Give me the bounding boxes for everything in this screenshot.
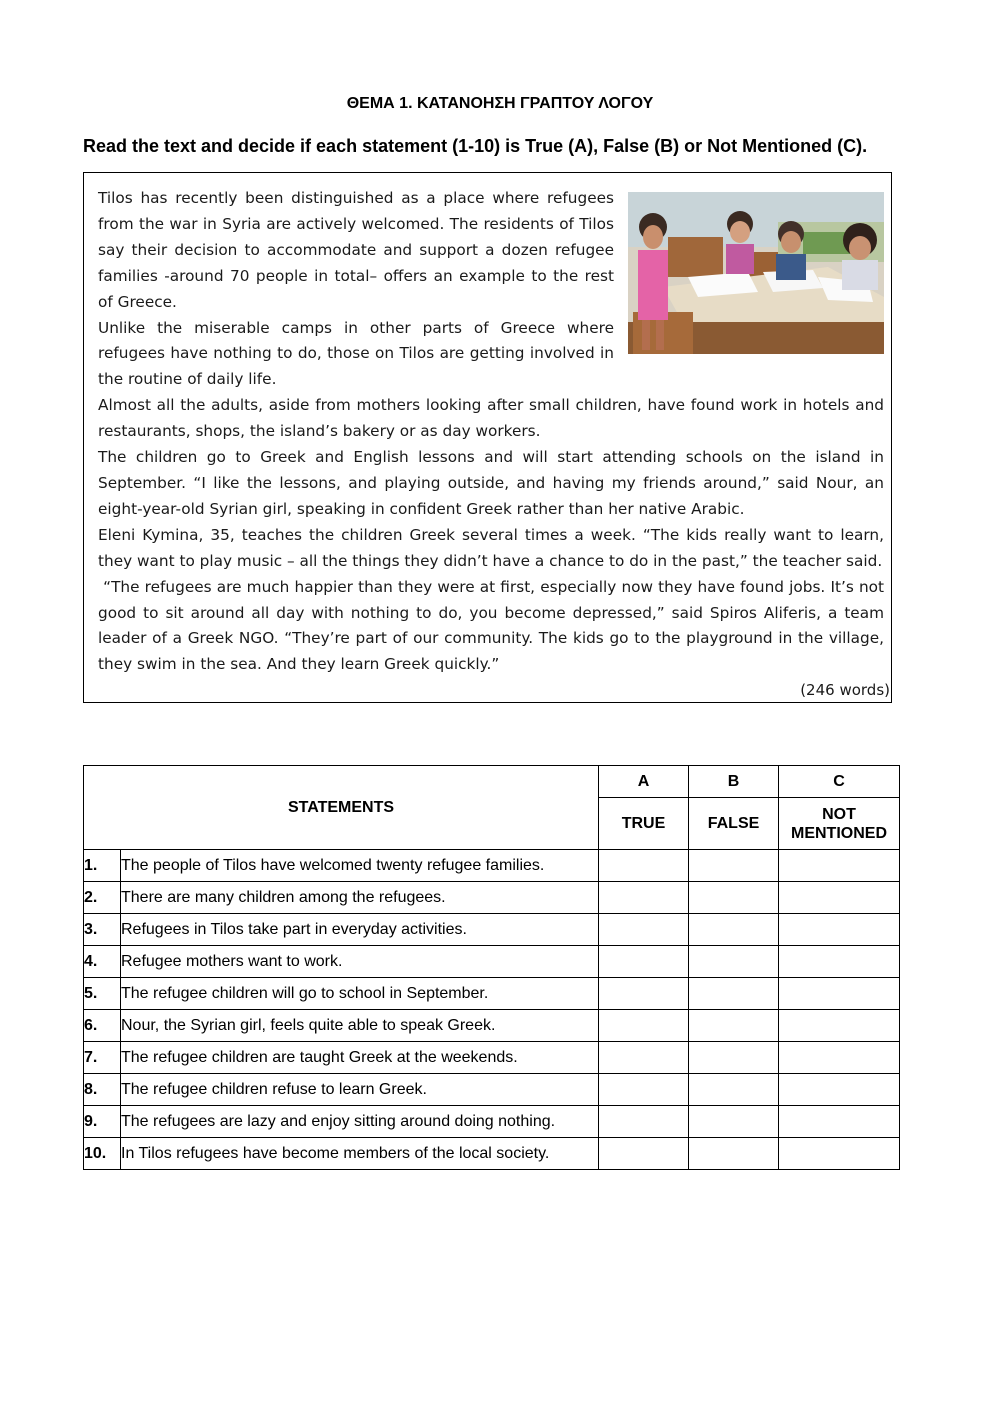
answer-cell-a[interactable] xyxy=(599,1106,689,1138)
table-row xyxy=(84,946,900,978)
answer-cell-a[interactable] xyxy=(599,1138,689,1170)
table-row xyxy=(84,1074,900,1106)
answer-cell-b[interactable] xyxy=(689,850,779,882)
passage-paragraph: Tilos has recently been distinguished as a place where refugees from the war in Syria are actively welcomed. The residents of Tilos say their decision to accommodate and support a dozen refugee families -around 70 people in total– offers an example to the rest of Greece. xyxy=(98,189,614,311)
statement-text: The people of Tilos have welcomed twenty refugee families. xyxy=(121,850,599,882)
passage-paragraph: Eleni Kymina, 35, teaches the children Greek several times a week. “The kids really want to learn, they want to play music – all the things they didn’t have a chance to do in the past,” the teacher said. xyxy=(98,525,884,570)
statement-number: 1. xyxy=(84,850,121,882)
answer-cell-a[interactable] xyxy=(599,978,689,1010)
answer-cell-c[interactable] xyxy=(779,1106,900,1138)
table-row xyxy=(84,882,900,914)
column-letter-a: A xyxy=(599,766,689,798)
table-row xyxy=(84,1010,900,1042)
answer-cell-b[interactable] xyxy=(689,978,779,1010)
statement-text: The refugee children are taught Greek at the weekends. xyxy=(121,1042,599,1074)
column-label-not-mentioned: NOT MENTIONED xyxy=(779,798,900,850)
table-row xyxy=(84,1138,900,1170)
statement-number: 4. xyxy=(84,946,121,978)
instructions: Read the text and decide if each statement (1-10) is True (A), False (B) or Not Mentioned (C). xyxy=(83,136,868,156)
answer-cell-c[interactable] xyxy=(779,1010,900,1042)
passage-text xyxy=(98,186,889,678)
column-label-false: FALSE xyxy=(689,798,779,850)
statement-text: Refugees in Tilos take part in everyday activities. xyxy=(121,914,599,946)
statement-text: The refugee children refuse to learn Greek. xyxy=(121,1074,599,1106)
answer-cell-a[interactable] xyxy=(599,1074,689,1106)
answer-cell-c[interactable] xyxy=(779,1074,900,1106)
statement-text: There are many children among the refugees. xyxy=(121,882,599,914)
classroom-photo xyxy=(628,192,884,354)
answer-cell-c[interactable] xyxy=(779,1042,900,1074)
answer-cell-a[interactable] xyxy=(599,850,689,882)
answer-cell-c[interactable] xyxy=(779,978,900,1010)
answer-cell-b[interactable] xyxy=(689,1138,779,1170)
answer-cell-b[interactable] xyxy=(689,946,779,978)
passage-paragraph: Almost all the adults, aside from mothers looking after small children, have found work in hotels and restaurants, shops, the island’s bakery or as day workers. xyxy=(98,396,884,441)
answer-cell-b[interactable] xyxy=(689,1074,779,1106)
answer-cell-c[interactable] xyxy=(779,850,900,882)
statement-text: Refugee mothers want to work. xyxy=(121,946,599,978)
answer-cell-b[interactable] xyxy=(689,914,779,946)
answer-cell-a[interactable] xyxy=(599,914,689,946)
statement-number: 3. xyxy=(84,914,121,946)
statement-text: The refugee children will go to school in September. xyxy=(121,978,599,1010)
table-row xyxy=(84,914,900,946)
statements-header: STATEMENTS xyxy=(84,766,599,850)
answer-cell-a[interactable] xyxy=(599,1010,689,1042)
statements-table xyxy=(83,765,900,1170)
statement-number: 8. xyxy=(84,1074,121,1106)
column-label-true: TRUE xyxy=(599,798,689,850)
statement-number: 5. xyxy=(84,978,121,1010)
answer-cell-b[interactable] xyxy=(689,882,779,914)
table-row xyxy=(84,978,900,1010)
statement-number: 2. xyxy=(84,882,121,914)
word-count: (246 words) xyxy=(800,681,890,699)
statement-number: 6. xyxy=(84,1010,121,1042)
column-letter-b: B xyxy=(689,766,779,798)
statement-number: 7. xyxy=(84,1042,121,1074)
answer-cell-a[interactable] xyxy=(599,946,689,978)
passage-paragraph: The children go to Greek and English lessons and will start attending schools on the island in September. “I like the lessons, and playing outside, and having my friends around,” said Nour, an eight-year-old Syrian girl, speaking in confident Greek rather than her native Arabic. xyxy=(98,448,884,518)
answer-cell-b[interactable] xyxy=(689,1042,779,1074)
table-row xyxy=(84,850,900,882)
column-letter-c: C xyxy=(779,766,900,798)
statement-number: 10. xyxy=(84,1138,121,1170)
answer-cell-c[interactable] xyxy=(779,946,900,978)
answer-cell-c[interactable] xyxy=(779,882,900,914)
answer-cell-b[interactable] xyxy=(689,1010,779,1042)
table-row xyxy=(84,1106,900,1138)
answer-cell-c[interactable] xyxy=(779,914,900,946)
reading-passage xyxy=(83,172,892,703)
answer-cell-b[interactable] xyxy=(689,1106,779,1138)
page-title: ΘΕΜΑ 1. ΚΑΤΑΝΟΗΣΗ ΓΡΑΠΤΟΥ ΛΟΓΟΥ xyxy=(346,95,654,112)
passage-paragraph: Unlike the miserable camps in other parts of Greece where refugees have nothing to do, those on Tilos are getting involved in the routine of daily life. xyxy=(98,318,614,389)
statement-text: In Tilos refugees have become members of the local society. xyxy=(121,1138,599,1170)
statement-number: 9. xyxy=(84,1106,121,1138)
passage-paragraph: “The refugees are much happier than they were at first, especially now they have found jobs. It’s not good to sit around all day with nothing to do, you become depressed,” said Spiros Aliferis, a team leader of a Greek NGO. “They’re part of our community. The kids go to the playground in the village, they swim in the sea. And they learn Greek quickly.” xyxy=(98,577,889,674)
table-row xyxy=(84,1042,900,1074)
answer-cell-a[interactable] xyxy=(599,1042,689,1074)
answer-cell-a[interactable] xyxy=(599,882,689,914)
statement-text: The refugees are lazy and enjoy sitting around doing nothing. xyxy=(121,1106,599,1138)
statement-text: Nour, the Syrian girl, feels quite able to speak Greek. xyxy=(121,1010,599,1042)
answer-cell-c[interactable] xyxy=(779,1138,900,1170)
